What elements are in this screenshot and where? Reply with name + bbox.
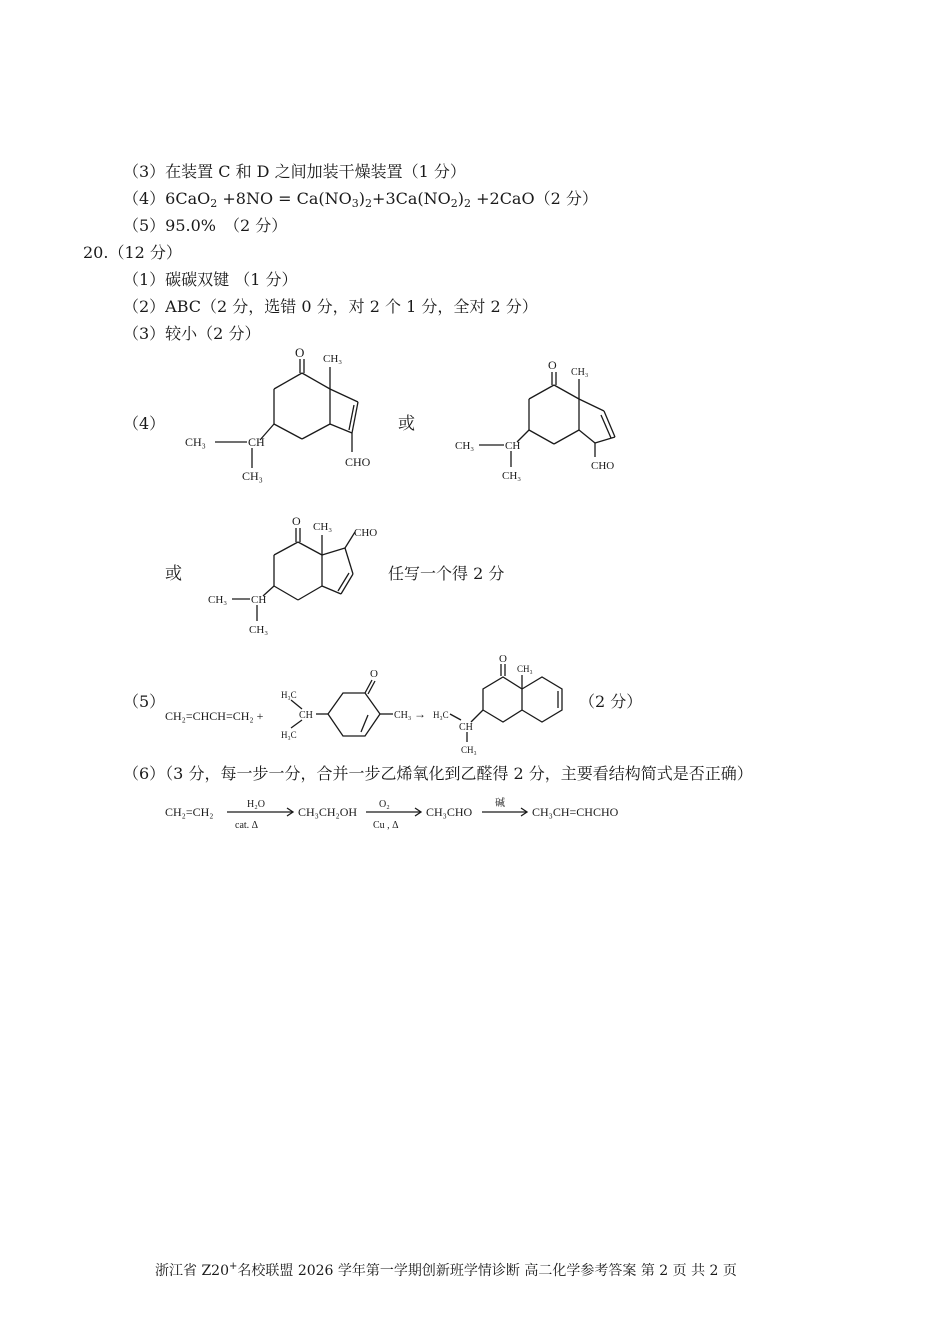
route-condition-cu: Cu , Δ	[373, 820, 399, 831]
synthesis-route	[165, 794, 635, 834]
q20-item-6: （6）（3 分，每一步一分，合并一步乙烯氧化到乙醛得 2 分，主要看结构简式是否正确）	[123, 764, 753, 783]
ketone-oxygen-label-2: O	[548, 358, 557, 372]
methyl-left-label: CH₃	[185, 435, 206, 449]
structure-1	[180, 340, 380, 485]
methyl-bottom-label-3: CH₃	[249, 624, 269, 636]
q20-item-5-label: （5）	[123, 692, 166, 711]
methyl-bottom-label-2: CH₃	[502, 470, 522, 482]
methyl-label: CH₃	[323, 353, 343, 365]
enone-oxygen-label: O	[370, 668, 378, 680]
isopropyl-methyl-top: H₃C	[281, 690, 297, 700]
isopropyl-ch-label: CH	[299, 710, 313, 721]
aldehyde-label-3: CHO	[354, 527, 378, 539]
product-ch-label: CH	[459, 722, 473, 733]
route-ethanol: CH₃CH₂OH	[298, 805, 358, 819]
aldehyde-label: CHO	[345, 455, 371, 469]
route-acetaldehyde: CH₃CHO	[426, 805, 473, 819]
ketone-oxygen-label-3: O	[292, 514, 301, 528]
route-product: CH₃CH=CHCHO	[532, 805, 619, 819]
q19-item-4-equation: $(4)6CaO_2 +8NO = Ca(NO_3)_2+3Ca(NO_2)_2 +2CaO(2$ 分）	[123, 189, 598, 210]
q19-item-5: （5）95.0% （2 分）	[123, 216, 288, 235]
ch-label-3: CH	[251, 594, 267, 606]
any-one-note: 任写一个得 2 分	[388, 564, 505, 583]
butadiene-formula: CH₂=CHCH=CH₂ +	[165, 709, 264, 723]
q20-header: 20.（12 分）	[83, 243, 182, 262]
q20-item-1: （1）碳碳双键 （1 分）	[123, 270, 298, 289]
route-condition-cat: cat. Δ	[235, 820, 259, 831]
route-reagent-base: 碱	[495, 798, 505, 809]
structure-3	[205, 510, 385, 640]
structure-2	[455, 355, 635, 485]
methyl-label-2: CH₃	[571, 367, 589, 378]
product-methyl-top: H₃C	[433, 710, 449, 720]
q20-item-5-score: （2 分）	[579, 692, 643, 711]
enone-methyl-label: CH₃	[394, 710, 412, 721]
aldehyde-label-2: CHO	[591, 460, 615, 472]
ketone-oxygen-label: O	[295, 345, 305, 360]
route-ethylene: CH₂=CH₂	[165, 805, 214, 819]
reaction-arrow: →	[414, 707, 426, 721]
q20-item-4-label: （4）	[123, 414, 166, 433]
product-ketone-oxygen: O	[499, 653, 507, 665]
q19-item-3: （3）在装置 C 和 D 之间加装干燥装置（1 分）	[123, 162, 466, 181]
page-footer: 浙江省 Z20+名校联盟 2026 学年第一学期创新班学情诊断 高二化学参考答案 第 2 页 共 2 页	[155, 1261, 737, 1279]
diels-alder-reaction	[165, 650, 635, 760]
route-reagent-oxygen: O₂	[379, 799, 390, 810]
product-angular-methyl: CH₃	[517, 664, 533, 674]
methyl-left-label-2: CH₃	[455, 440, 475, 452]
product-methyl-bottom: CH₃	[461, 745, 477, 755]
or-separator-2: 或	[165, 564, 182, 584]
route-reagent-water: H₂O	[247, 799, 265, 810]
q20-item-2: （2）ABC（2 分，选错 0 分，对 2 个 1 分，全对 2 分）	[123, 297, 538, 316]
methyl-left-label-3: CH₃	[208, 594, 228, 606]
or-separator-1: 或	[398, 414, 415, 434]
q20-item-3: （3）较小（2 分）	[123, 324, 261, 343]
methyl-label-3: CH₃	[313, 521, 333, 533]
ch-label: CH	[248, 435, 265, 449]
ch-label-2: CH	[505, 440, 521, 452]
isopropyl-methyl-bottom: H₃C	[281, 730, 297, 740]
methyl-bottom-label: CH₃	[242, 469, 263, 483]
